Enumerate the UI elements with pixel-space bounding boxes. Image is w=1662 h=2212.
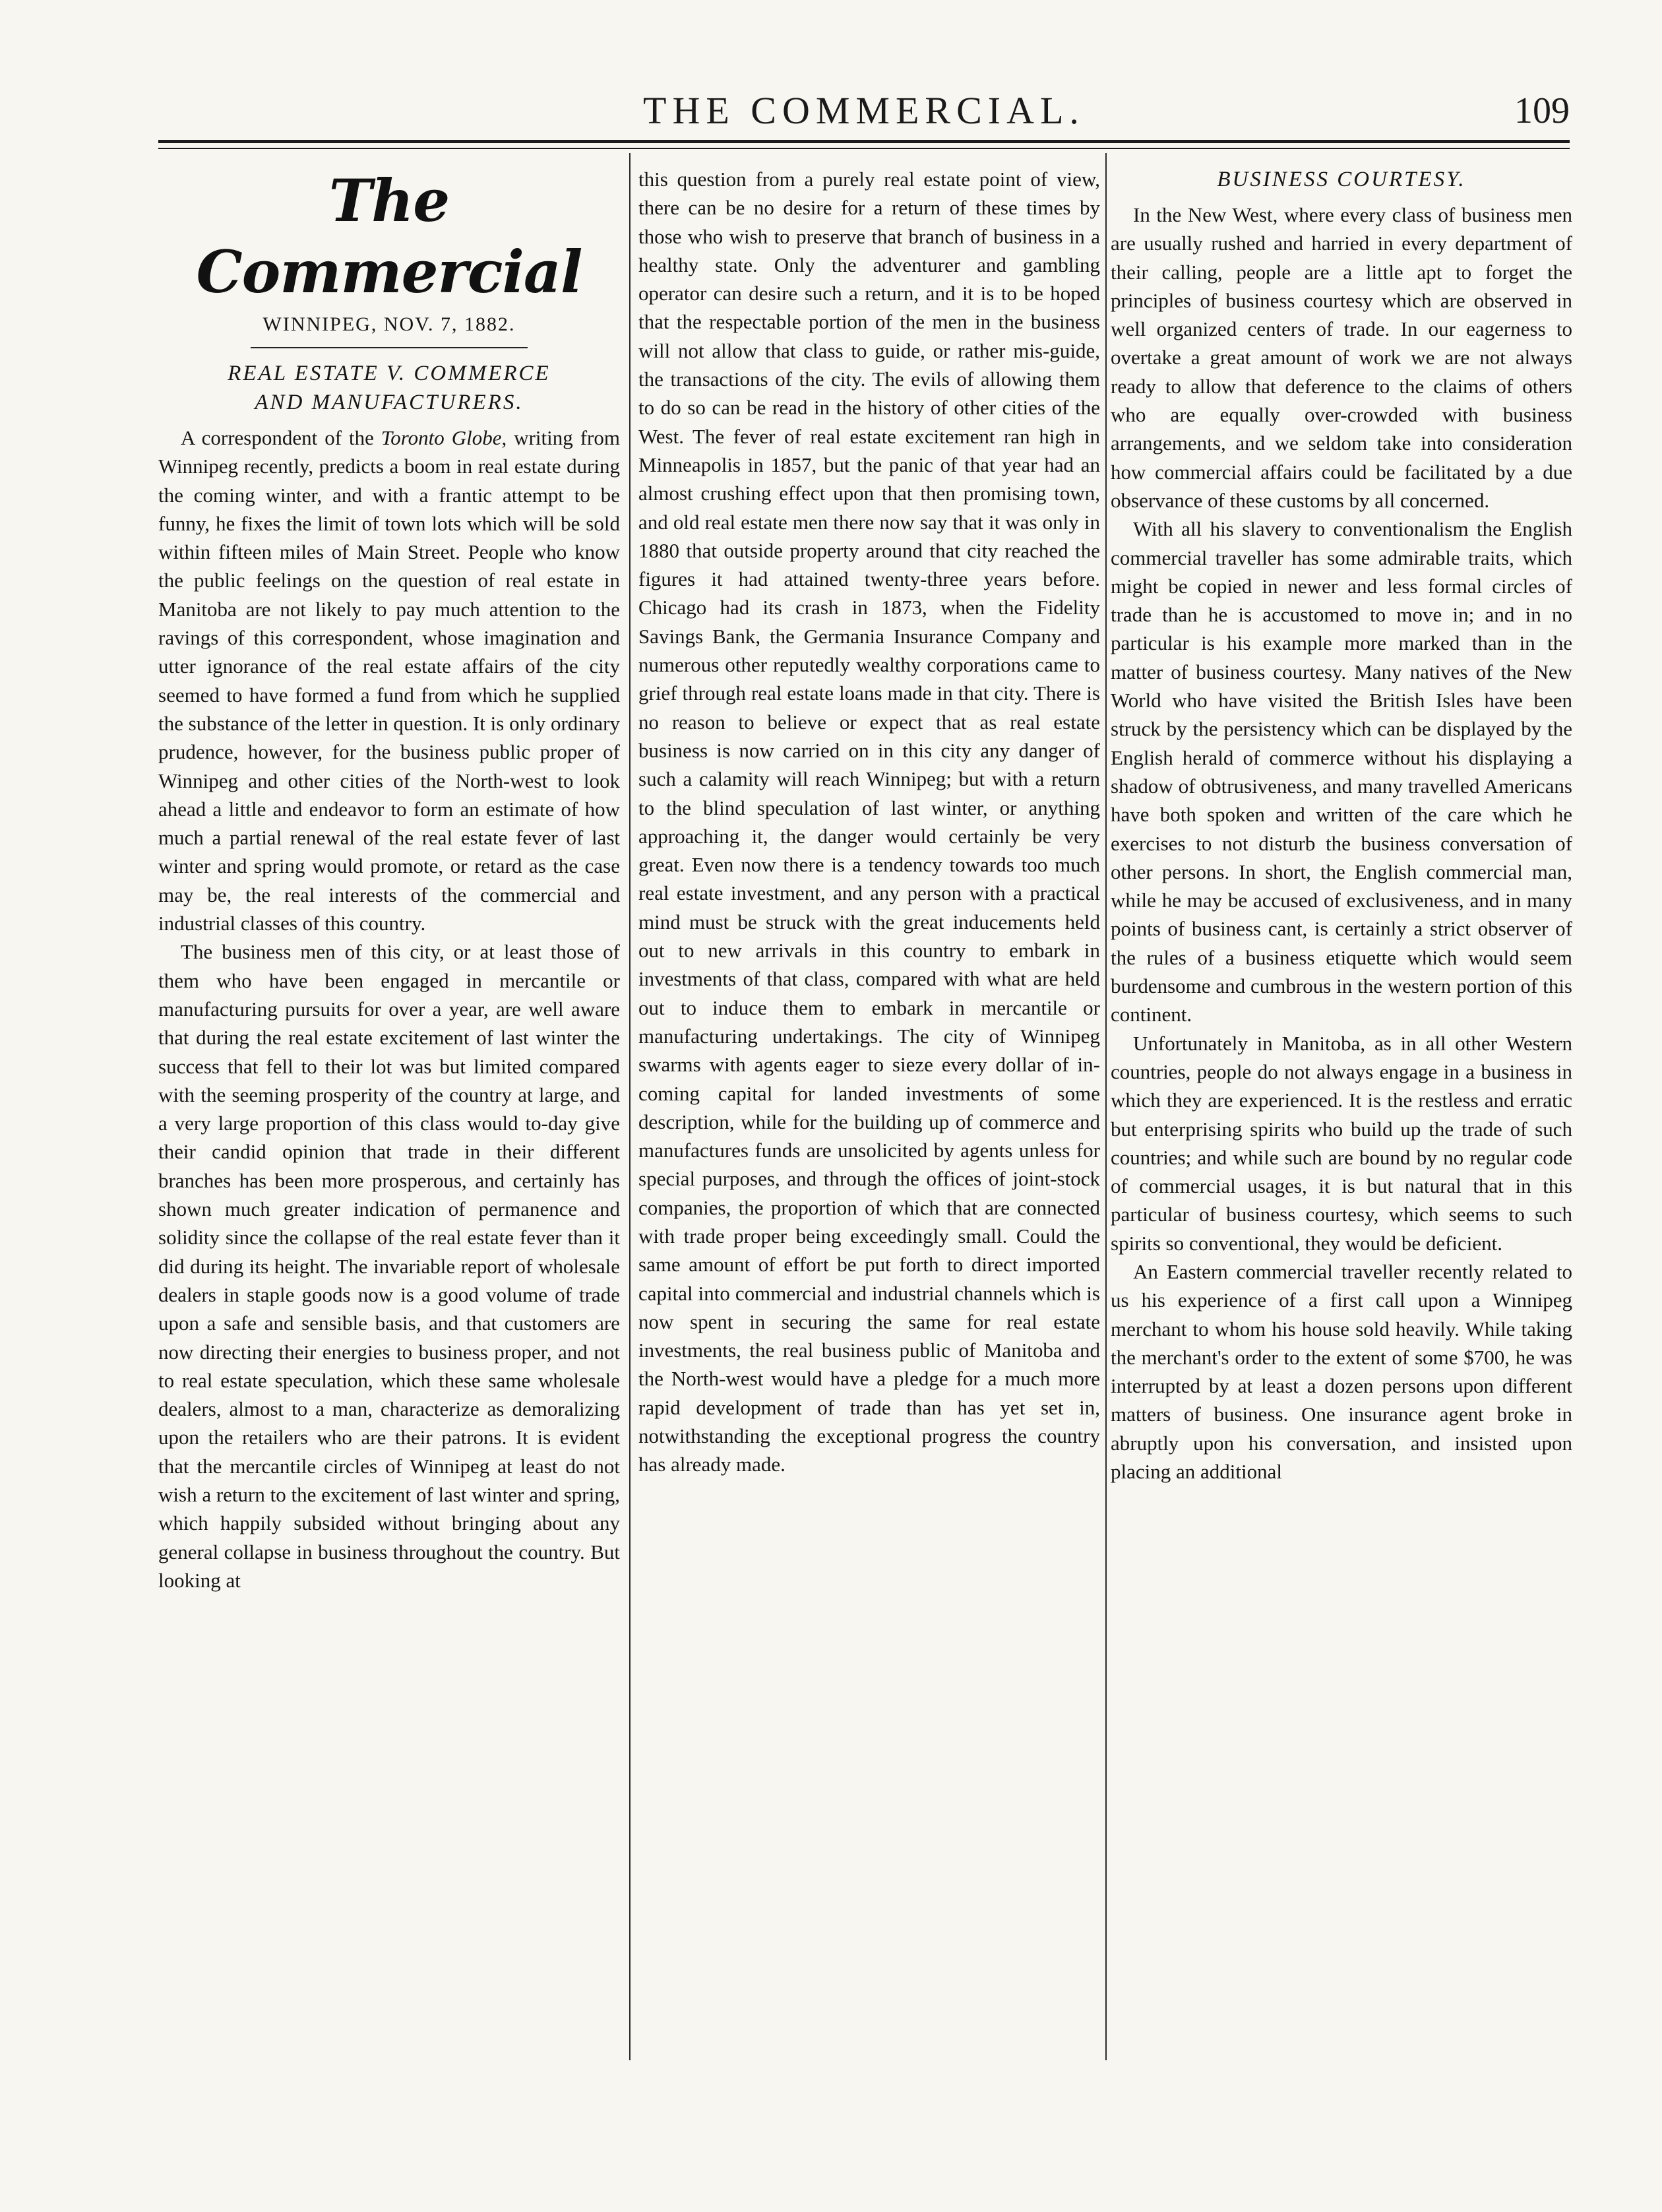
paragraph-text: A correspondent of the [181,426,381,449]
article-paragraph: Unfortunately in Manitoba, as in all other Western countries, people do not always engage in a business in which they are experienced. It is the restless and erratic but enterprising spirits who build up the trade of such countries; and while such are bound by no regular code of commercial usages, it is but natural that in this particular of business courtesy, which seems to such spirits so conventional, they would be deficient. [1111,1031,1572,1255]
newspaper-name: Toronto Globe [381,426,502,449]
masthead-title: The Commercial [196,166,582,306]
headline-line-1: REAL ESTATE V. COMMERCE [228,362,551,385]
article-paragraph: The business men of this city, or at least those of them who have been engaged in mercantile or manufacturing pursuits for over a year, are well aware that during the real estate excitement of last winter the success that fell to their lot was but limited compared with the seeming prosperity of the country at large, and a very large proportion of this class would to-day give their candid opinion that trade in their different branches has been more prosperous, and certainly has shown much greater indication of permanence and solidity since the collapse of the real estate fever than it did during its height. The invariable report of wholesale dealers in staple goods now is a good volume of trade upon a safe and sensible basis, and that customers are now directing their energies to business proper, and not to real estate speculation, which these same wholesale dealers, almost to a man, characterize as demoralizing upon the retailers who are their patrons. It is evident that the mercantile circles of Winnipeg at least do not wish a return to the excitement of last winter and spring, which happily subsided without bringing about any general collapse in business throughout the country. But looking at [158,940,620,1592]
article-paragraph-continued: this question from a purely real estate point of view, there can be no desire for a return of these times by those who wish to preserve that branch of business in a healthy state. Only the adventurer and gambling operator can desire such a return, and it is to be hoped that the respectable portion of the men in the business will not allow that class to guide, or rather mis-guide, the transactions of the city. The evils of allowing them to do so can be read in the history of other cities of the West. The fever of real estate excitement ran high in Minneapolis in 1857, but the panic of that year had an almost crushing effect upon that then promising town, and old real estate men there now say that it was only in 1880 that outside property around that city reached the figures it had attained twenty-three years before. Chicago had its crash in 1873, when the Fidelity Savings Bank, the Germania Insurance Company and numerous other reputedly wealthy corporations came to grief through real estate loans made in that city. There is no reason to believe or expect that as real estate business is now carried on in this city any danger of such a calamity will reach Winnipeg; but with a return to the blind speculation of last winter, or anything approaching it, the danger would certainly be very great. Even now there is a tendency towards too much real estate investment, and any person with a practical mind must be struck with the great inducements held out to new arrivals in this country to embark in investments of that class, compared with what are held out to induce them to embark in mercantile or manufacturing undertakings. The city of Winnipeg swarms with agents eager to sieze every dollar of in-coming capital for landed investments of some description, while for the building up of commerce and manufactures funds are unsolicited by agents unless for special purposes, and through the offices of joint-stock companies, the proportion of which that are connected with trade proper being exceedingly small. Could the same amount of effort be put forth to direct imported capital into commercial and industrial channels which is now spent in securing the same for real estate investments, the real business public of Manitoba and the North-west would have a pledge for a much more rapid development of trade than has yet set in, notwithstanding the exceptional progress the country has already made. [638,168,1100,1476]
headline-line-2: AND MANUFACTURERS. [255,391,524,414]
article-headline: BUSINESS COURTESY. [1217,168,1466,191]
column-middle [638,165,1100,2055]
article-paragraph: In the New West, where every class of business men are usually rushed and harried in every department of their calling, people are a little apt to forget the principles of business courtesy which are observed in well organized centers of trade. In our eagerness to overtake a great amount of work we are not always ready to allow that deference to the claims of others who are equally over-crowded with business arrangements, and we seldom take into consideration how commercial affairs could be facilitated by a due observance of these customs by all concerned. [1111,203,1572,512]
page-number: 109 [1514,90,1570,131]
column-right [1111,165,1572,2055]
article-paragraph [158,424,620,937]
column-divider [1105,153,1107,2060]
column-left [158,165,620,2055]
dateline: WINNIPEG, NOV. 7, 1882. [262,313,516,335]
running-head [158,84,1570,137]
article-paragraph: With all his slavery to conventionalism the English commercial traveller has some admirable traits, which might be copied in newer and less formal circles of trade than he is accustomed to move in; and in no particular is his example more marked than in the matter of business courtesy. Many natives of the New World who have visited the British Isles have been struck by the persistency which can be displayed by the English herald of commerce without his displaying a shadow of obtrusiveness, and many travelled Americans have both spoken and written of the care which he exercises to not disturb the business conversation of other persons. In short, the English commercial man, while he may be accused of exclusiveness, and in many points of business cant, is certainly a strict observer of the rules of a business etiquette which would seem burdensome and cumbrous in the western portion of this continent. [1111,517,1572,1027]
dateline-rule [251,347,528,348]
header-rule [158,140,1570,149]
article-paragraph: An Eastern commercial traveller recently related to us his experience of a first call upon a Winnipeg merchant to whom his house sold heavily. While taking the merchant's order to the extent of some $700, he was interrupted by at least a dozen persons upon different matters of business. One insurance agent broke in abruptly upon his conversation, and insisted upon placing an additional [1111,1259,1572,1484]
column-divider [629,153,631,2060]
paragraph-text: , writing from Winnipeg recently, predicts a boom in real estate during the coming winter, and with a frantic attempt to be funny, he fixes the limit of town lots which will be sold within fifteen miles of Main Street. People who know the public feelings on the question of real estate in Manitoba are not likely to pay much attention to the ravings of this correspondent, whose imagination and utter ignorance of the real estate affairs of the city seemed to have formed a fund from which he supplied the substance of the letter in question. It is only ordinary prudence, however, for the business public proper of Winnipeg and other cities of the North-west to look ahead a little and endeavor to form an estimate of how much a partial renewal of the real estate fever of last winter and spring would promote, or retard as the case may be, the real interests of the commercial and industrial classes of this country. [158,426,620,935]
running-title: THE COMMERCIAL. [643,89,1085,132]
article-headline [158,359,620,417]
